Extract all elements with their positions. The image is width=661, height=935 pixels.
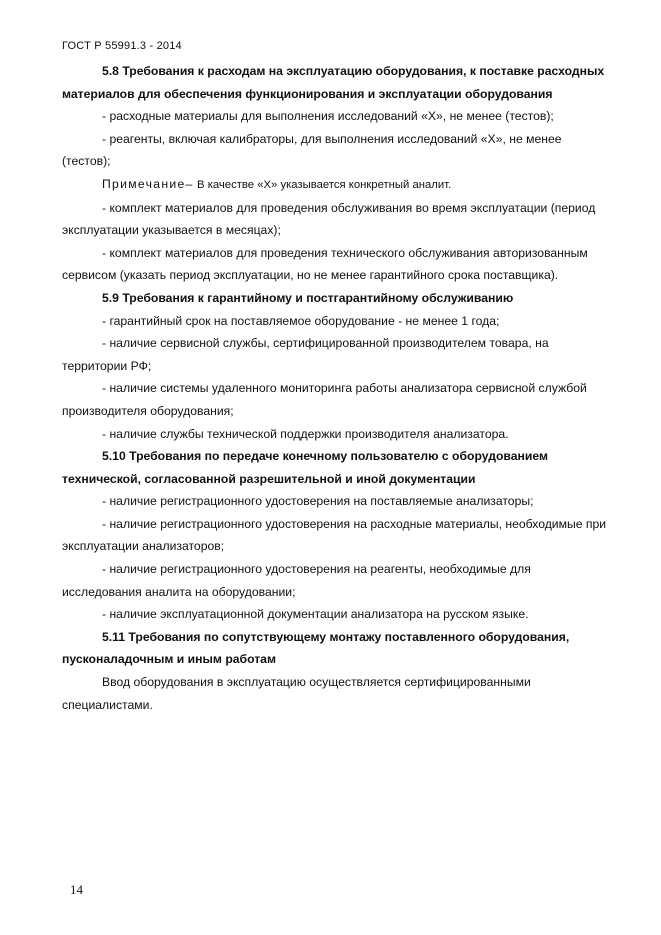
note [62,173,607,197]
section-5-9-heading: 5.9 Требования к гарантийному и постгарантийному обслуживанию [102,290,514,305]
list-item: - наличие регистрационного удостоверения на реагенты, необходимые для исследования аналита на оборудовании; [62,562,531,599]
section-5-11-heading: 5.11 Требования по сопутствующему монтажу поставленного оборудования, пусконаладочным и иным работам [62,629,570,667]
section-5-10-heading: 5.10 Требования по передаче конечному пользователю с оборудованием технической, согласованной разрешительной и иной документации [62,449,548,486]
list-item: - гарантийный срок на поставляемое оборудование - не менее 1 года; [102,313,500,328]
list-item: - наличие системы удаленного мониторинга работы анализатора сервисной службой производителя оборудования; [62,381,587,418]
list-item: - комплект материалов для проведения обслуживания во время эксплуатации (период эксплуатации указывается в месяцах); [62,200,596,238]
list-item: - наличие регистрационного удостоверения на расходные материалы, необходимые при эксплуатации анализаторов; [62,516,607,554]
list-item: - наличие регистрационного удостоверения на поставляемые анализаторы; [102,494,534,509]
section-5-8-heading: 5.8 Требования к расходам на эксплуатацию оборудования, к поставке расходных материалов для обеспечения функционирования и эксплуатации оборудования [62,64,605,101]
document-code: ГОСТ Р 55991.3 - 2014 [62,40,182,52]
list-item: - расходные материалы для выполнения исследований «Х», не менее (тестов); [102,109,554,124]
list-item: - реагенты, включая калибраторы, для выполнения исследований «Х», не менее (тестов); [62,131,562,169]
body-paragraph: Ввод оборудования в эксплуатацию осуществляется сертифицированными специалистами. [62,675,531,712]
list-item: - комплект материалов для проведения технического обслуживания авторизованным сервисом (указать период эксплуатации, но не менее гарантийного срока поставщика). [62,245,588,283]
list-item: - наличие эксплуатационной документации анализатора на русском языке. [102,607,529,622]
note-label: Примечание– [102,176,194,191]
document-body [62,60,607,716]
page-number: 14 [70,882,83,897]
list-item: - наличие службы технической поддержки производителя анализатора. [102,426,509,441]
list-item: - наличие сервисной службы, сертифицированной производителем товара, на территории РФ; [62,336,549,373]
note-text: В качестве «Х» указывается конкретный аналит. [197,178,452,191]
